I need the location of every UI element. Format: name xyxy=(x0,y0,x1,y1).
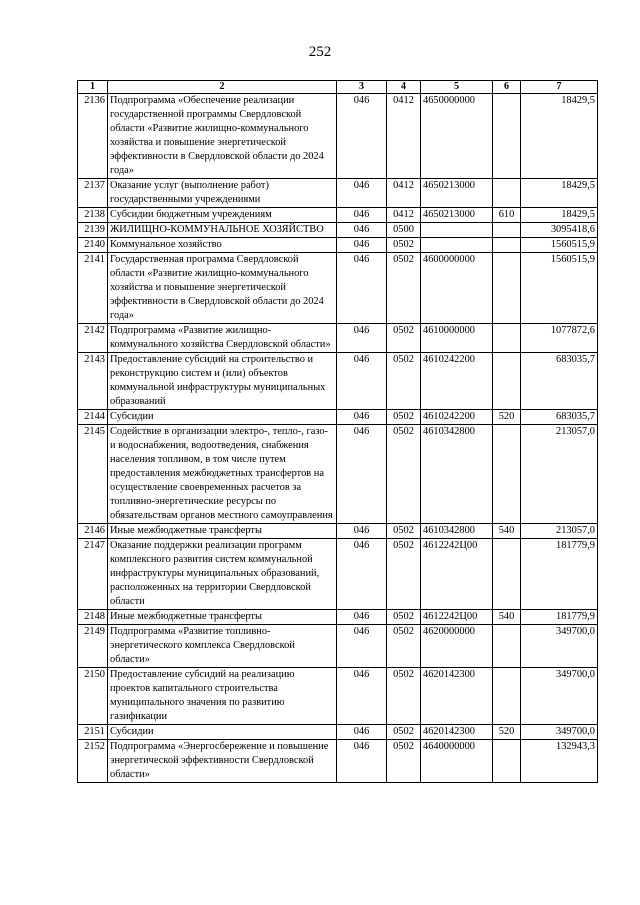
row-target-code: 4620142300 xyxy=(421,725,493,740)
row-number: 2147 xyxy=(78,539,108,610)
row-section-code: 0502 xyxy=(387,253,421,324)
row-name: Подпрограмма «Энергосбережение и повышение энергетической эффективности Свердловской области» xyxy=(108,740,337,783)
row-amount: 1560515,9 xyxy=(521,238,598,253)
row-target-code: 4612242Ц00 xyxy=(421,539,493,610)
row-section-code: 0502 xyxy=(387,425,421,524)
row-expense-type xyxy=(493,740,521,783)
page-number: 252 xyxy=(308,44,332,60)
table-row xyxy=(78,610,598,625)
row-section-code: 0502 xyxy=(387,740,421,783)
row-name: Субсидии xyxy=(108,725,337,740)
table-row xyxy=(78,425,598,524)
row-ministry-code: 046 xyxy=(337,179,387,208)
row-number: 2152 xyxy=(78,740,108,783)
row-target-code: 4650213000 xyxy=(421,208,493,223)
row-amount: 349700,0 xyxy=(521,668,598,725)
row-name: Подпрограмма «Развитие топливно-энергетического комплекса Свердловской области» xyxy=(108,625,337,668)
row-number: 2145 xyxy=(78,425,108,524)
row-ministry-code: 046 xyxy=(337,223,387,238)
row-ministry-code: 046 xyxy=(337,725,387,740)
column-header-3: 3 xyxy=(337,81,387,94)
row-ministry-code: 046 xyxy=(337,238,387,253)
row-expense-type xyxy=(493,353,521,410)
row-target-code xyxy=(421,223,493,238)
row-target-code xyxy=(421,238,493,253)
row-target-code: 4640000000 xyxy=(421,740,493,783)
column-header-5: 5 xyxy=(421,81,493,94)
row-name: Иные межбюджетные трансферты xyxy=(108,610,337,625)
row-name: Субсидии xyxy=(108,410,337,425)
row-amount: 18429,5 xyxy=(521,208,598,223)
row-section-code: 0500 xyxy=(387,223,421,238)
table-row xyxy=(78,238,598,253)
row-name: Предоставление субсидий на реализацию проектов капитального строительства муниципального значения по развитию газификации xyxy=(108,668,337,725)
row-name: Субсидии бюджетным учреждениям xyxy=(108,208,337,223)
row-number: 2142 xyxy=(78,324,108,353)
row-name: Подпрограмма «Развитие жилищно-коммунального хозяйства Свердловской области» xyxy=(108,324,337,353)
row-target-code: 4610342800 xyxy=(421,425,493,524)
row-expense-type xyxy=(493,179,521,208)
column-header-2: 2 xyxy=(108,81,337,94)
row-number: 2146 xyxy=(78,524,108,539)
row-expense-type xyxy=(493,253,521,324)
row-target-code: 4650000000 xyxy=(421,94,493,179)
row-name: Подпрограмма «Обеспечение реализации государственной программы Свердловской области «Развитие жилищно-коммунального хозяйства и повышение энергетической эффективности в Свердловской области до 2024 года» xyxy=(108,94,337,179)
row-name: Оказание услуг (выполнение работ) государственными учреждениями xyxy=(108,179,337,208)
row-name: Содействие в организации электро-, тепло-, газо- и водоснабжения, водоотведения, снабжения населения топливом, в том числе путем предоставления межбюджетных трансфертов на осуществление своевременных расчетов за топливно-энергетические ресурсы по обязательствам органов местного самоуправления xyxy=(108,425,337,524)
row-number: 2150 xyxy=(78,668,108,725)
table-row xyxy=(78,539,598,610)
table-row xyxy=(78,223,598,238)
row-target-code: 4610242200 xyxy=(421,353,493,410)
row-amount: 349700,0 xyxy=(521,725,598,740)
row-ministry-code: 046 xyxy=(337,324,387,353)
row-section-code: 0502 xyxy=(387,238,421,253)
row-target-code: 4620000000 xyxy=(421,625,493,668)
row-ministry-code: 046 xyxy=(337,610,387,625)
table-row xyxy=(78,725,598,740)
row-expense-type: 540 xyxy=(493,524,521,539)
row-amount: 349700,0 xyxy=(521,625,598,668)
row-expense-type xyxy=(493,94,521,179)
table-row xyxy=(78,668,598,725)
row-target-code: 4610000000 xyxy=(421,324,493,353)
row-expense-type xyxy=(493,223,521,238)
row-target-code: 4650213000 xyxy=(421,179,493,208)
row-ministry-code: 046 xyxy=(337,668,387,725)
row-name: Иные межбюджетные трансферты xyxy=(108,524,337,539)
table-row xyxy=(78,740,598,783)
row-target-code: 4610242200 xyxy=(421,410,493,425)
row-section-code: 0502 xyxy=(387,539,421,610)
row-name: Предоставление субсидий на строительство и реконструкцию систем и (или) объектов коммунальной инфраструктуры муниципальных образований xyxy=(108,353,337,410)
table-row xyxy=(78,524,598,539)
row-section-code: 0412 xyxy=(387,94,421,179)
row-name: Оказание поддержки реализации программ комплексного развития систем коммунальной инфраструктуры муниципальных образований, расположенных на территории Свердловской области xyxy=(108,539,337,610)
column-header-4: 4 xyxy=(387,81,421,94)
row-name: Государственная программа Свердловской области «Развитие жилищно-коммунального хозяйства и повышение энергетической эффективности в Свердловской области до 2024 года» xyxy=(108,253,337,324)
row-expense-type xyxy=(493,625,521,668)
row-number: 2149 xyxy=(78,625,108,668)
row-expense-type xyxy=(493,668,521,725)
row-expense-type xyxy=(493,539,521,610)
row-section-code: 0412 xyxy=(387,179,421,208)
row-number: 2140 xyxy=(78,238,108,253)
table-row xyxy=(78,410,598,425)
table-row xyxy=(78,94,598,179)
row-target-code: 4610342800 xyxy=(421,524,493,539)
row-amount: 18429,5 xyxy=(521,179,598,208)
row-expense-type xyxy=(493,425,521,524)
row-amount: 683035,7 xyxy=(521,353,598,410)
row-section-code: 0502 xyxy=(387,725,421,740)
row-section-code: 0502 xyxy=(387,610,421,625)
row-expense-type xyxy=(493,238,521,253)
row-name: Коммунальное хозяйство xyxy=(108,238,337,253)
row-target-code: 4612242Ц00 xyxy=(421,610,493,625)
row-expense-type: 520 xyxy=(493,725,521,740)
row-expense-type: 610 xyxy=(493,208,521,223)
row-amount: 213057,0 xyxy=(521,524,598,539)
row-ministry-code: 046 xyxy=(337,94,387,179)
row-number: 2139 xyxy=(78,223,108,238)
row-section-code: 0502 xyxy=(387,324,421,353)
row-amount: 18429,5 xyxy=(521,94,598,179)
row-ministry-code: 046 xyxy=(337,524,387,539)
row-amount: 213057,0 xyxy=(521,425,598,524)
row-number: 2151 xyxy=(78,725,108,740)
table-row xyxy=(78,253,598,324)
row-number: 2138 xyxy=(78,208,108,223)
row-number: 2136 xyxy=(78,94,108,179)
row-section-code: 0502 xyxy=(387,410,421,425)
table-body xyxy=(78,94,598,783)
row-ministry-code: 046 xyxy=(337,539,387,610)
row-amount: 683035,7 xyxy=(521,410,598,425)
row-number: 2148 xyxy=(78,610,108,625)
row-ministry-code: 046 xyxy=(337,353,387,410)
row-expense-type xyxy=(493,324,521,353)
row-expense-type: 540 xyxy=(493,610,521,625)
row-number: 2143 xyxy=(78,353,108,410)
row-target-code: 4600000000 xyxy=(421,253,493,324)
table-row xyxy=(78,625,598,668)
row-ministry-code: 046 xyxy=(337,625,387,668)
column-header-7: 7 xyxy=(521,81,598,94)
row-target-code: 4620142300 xyxy=(421,668,493,725)
row-number: 2141 xyxy=(78,253,108,324)
table-row xyxy=(78,179,598,208)
row-amount: 1077872,6 xyxy=(521,324,598,353)
row-ministry-code: 046 xyxy=(337,740,387,783)
row-expense-type: 520 xyxy=(493,410,521,425)
row-section-code: 0502 xyxy=(387,625,421,668)
row-amount: 3095418,6 xyxy=(521,223,598,238)
column-header-1: 1 xyxy=(78,81,108,94)
row-number: 2137 xyxy=(78,179,108,208)
column-header-6: 6 xyxy=(493,81,521,94)
row-amount: 1560515,9 xyxy=(521,253,598,324)
row-ministry-code: 046 xyxy=(337,253,387,324)
row-amount: 181779,9 xyxy=(521,610,598,625)
row-section-code: 0412 xyxy=(387,208,421,223)
table-row xyxy=(78,324,598,353)
row-section-code: 0502 xyxy=(387,668,421,725)
row-ministry-code: 046 xyxy=(337,425,387,524)
table-row xyxy=(78,208,598,223)
row-amount: 132943,3 xyxy=(521,740,598,783)
row-section-code: 0502 xyxy=(387,353,421,410)
row-name: ЖИЛИЩНО-КОММУНАЛЬНОЕ ХОЗЯЙСТВО xyxy=(108,223,337,238)
budget-table xyxy=(77,80,598,783)
row-number: 2144 xyxy=(78,410,108,425)
table-row xyxy=(78,353,598,410)
row-amount: 181779,9 xyxy=(521,539,598,610)
row-section-code: 0502 xyxy=(387,524,421,539)
row-ministry-code: 046 xyxy=(337,410,387,425)
header-row xyxy=(78,81,598,94)
row-ministry-code: 046 xyxy=(337,208,387,223)
